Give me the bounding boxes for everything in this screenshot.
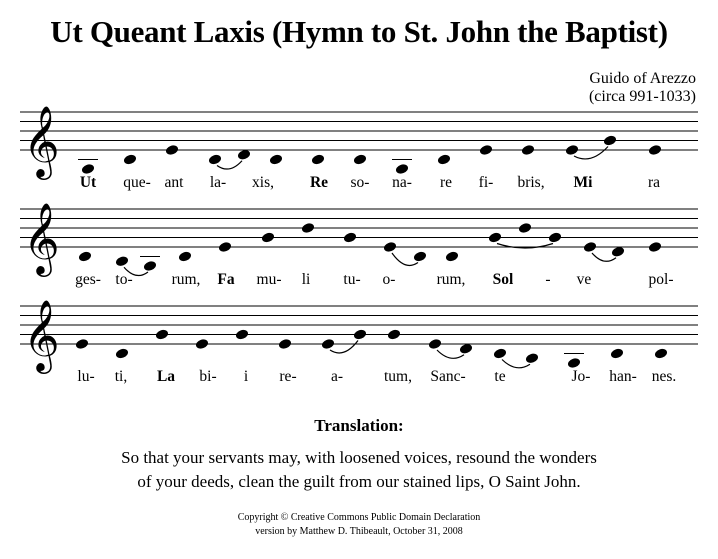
lyric-syllable: - xyxy=(545,271,551,288)
lyric-syllable: nes. xyxy=(651,368,677,385)
lyric-syllable: ve xyxy=(576,271,592,288)
note-head xyxy=(115,347,130,359)
note-head xyxy=(261,231,276,243)
lyric-syllable: ti, xyxy=(114,368,128,385)
treble-clef-icon: 𝄞 xyxy=(23,104,60,177)
lyric-syllable: re- xyxy=(279,368,297,385)
lyric-syllable: te xyxy=(494,368,506,385)
lyric-syllable: pol- xyxy=(648,271,674,288)
copyright-notice xyxy=(0,511,718,539)
note-head xyxy=(493,347,508,359)
copyright-line-1: Copyright © Creative Commons Public Domain Declaration xyxy=(237,512,481,523)
lyric-syllable: Mi xyxy=(573,174,593,191)
lyric-syllable: bris, xyxy=(517,174,545,191)
note-head xyxy=(155,328,170,340)
note-head xyxy=(583,241,598,253)
note-head xyxy=(353,153,368,165)
note-head xyxy=(311,153,326,165)
composer-name: Guido of Arezzo xyxy=(589,70,696,87)
note-head xyxy=(178,250,193,262)
note-head xyxy=(269,153,284,165)
note-head xyxy=(603,134,618,146)
lyric-syllable: rum, xyxy=(436,271,466,288)
lyric-syllable: ant xyxy=(164,174,184,191)
translation-line-1: So that your servants may, with loosened voices, resound the wonders xyxy=(121,448,597,467)
lyric-syllable: tum, xyxy=(384,368,412,385)
note-head xyxy=(115,255,130,267)
note-head xyxy=(353,328,368,340)
lyric-syllable: lu- xyxy=(77,368,95,385)
note-head xyxy=(648,144,663,156)
note-head xyxy=(525,352,540,364)
note-head xyxy=(383,241,398,253)
translation-text xyxy=(0,446,718,494)
note-head xyxy=(75,338,90,350)
note-head xyxy=(235,328,250,340)
note-head xyxy=(428,338,443,350)
note-head xyxy=(387,328,402,340)
note-head xyxy=(488,231,503,243)
note-head xyxy=(521,144,536,156)
lyric-syllable: han- xyxy=(609,368,637,385)
note-head xyxy=(78,250,93,262)
note-head xyxy=(321,338,336,350)
lyric-syllable: Sanc- xyxy=(430,368,466,385)
note-head xyxy=(610,347,625,359)
translation-heading: Translation: xyxy=(314,416,404,435)
slur xyxy=(217,161,242,169)
lyric-syllable: que- xyxy=(123,174,151,191)
note-head xyxy=(165,144,180,156)
translation-line-2: of your deeds, clean the guilt from our stained lips, O Saint John. xyxy=(137,472,581,491)
lyric-syllable: mu- xyxy=(256,271,282,288)
copyright-line-2: version by Matthew D. Thibeault, October 31, 2008 xyxy=(255,526,463,537)
lyric-syllable: rum, xyxy=(171,271,201,288)
note-head xyxy=(565,144,580,156)
lyric-syllable: La xyxy=(156,368,176,385)
lyric-syllable: bi- xyxy=(199,368,217,385)
note-head xyxy=(518,222,533,234)
lyric-syllable: o- xyxy=(382,271,396,288)
page-title: Ut Queant Laxis (Hymn to St. John the Baptist) xyxy=(50,14,668,49)
note-head xyxy=(445,250,460,262)
slur xyxy=(502,360,530,368)
staff-svg xyxy=(0,290,718,410)
note-head xyxy=(208,153,223,165)
note-head xyxy=(143,260,158,272)
lyric-syllable: a- xyxy=(330,368,344,385)
note-head xyxy=(479,144,494,156)
lyric-syllable: la- xyxy=(209,174,227,191)
slur xyxy=(330,341,358,353)
note-head xyxy=(654,347,669,359)
treble-clef-icon: 𝄞 xyxy=(23,201,60,274)
lyric-syllable: Fa xyxy=(217,271,235,288)
note-head xyxy=(301,222,316,234)
lyric-syllable: xis, xyxy=(252,174,274,191)
lyric-syllable: Jo- xyxy=(571,368,591,385)
lyric-syllable: Ut xyxy=(79,174,97,191)
lyric-syllable: na- xyxy=(392,174,412,191)
note-head xyxy=(218,241,233,253)
lyric-syllable: so- xyxy=(350,174,370,191)
note-head xyxy=(195,338,210,350)
note-head xyxy=(123,153,138,165)
lyric-syllable: Sol xyxy=(492,271,514,288)
note-head xyxy=(548,231,563,243)
slur xyxy=(574,147,608,159)
lyric-syllable: fi- xyxy=(478,174,494,191)
slur xyxy=(392,253,418,265)
lyric-syllable: tu- xyxy=(343,271,361,288)
note-head xyxy=(413,250,428,262)
note-head xyxy=(278,338,293,350)
lyric-syllable: to- xyxy=(115,271,133,288)
composer-dates: (circa 991-1033) xyxy=(588,88,696,105)
lyric-syllable: ra xyxy=(647,174,661,191)
note-head xyxy=(437,153,452,165)
lyric-syllable: re xyxy=(439,174,453,191)
lyric-syllable: li xyxy=(301,271,311,288)
lyric-syllable: i xyxy=(243,368,249,385)
treble-clef-icon: 𝄞 xyxy=(23,298,60,371)
note-head xyxy=(343,231,358,243)
slur xyxy=(437,350,464,358)
lyric-syllable: Re xyxy=(309,174,329,191)
music-system-3 xyxy=(0,290,718,410)
note-head xyxy=(648,241,663,253)
lyric-syllable: ges- xyxy=(75,271,101,288)
